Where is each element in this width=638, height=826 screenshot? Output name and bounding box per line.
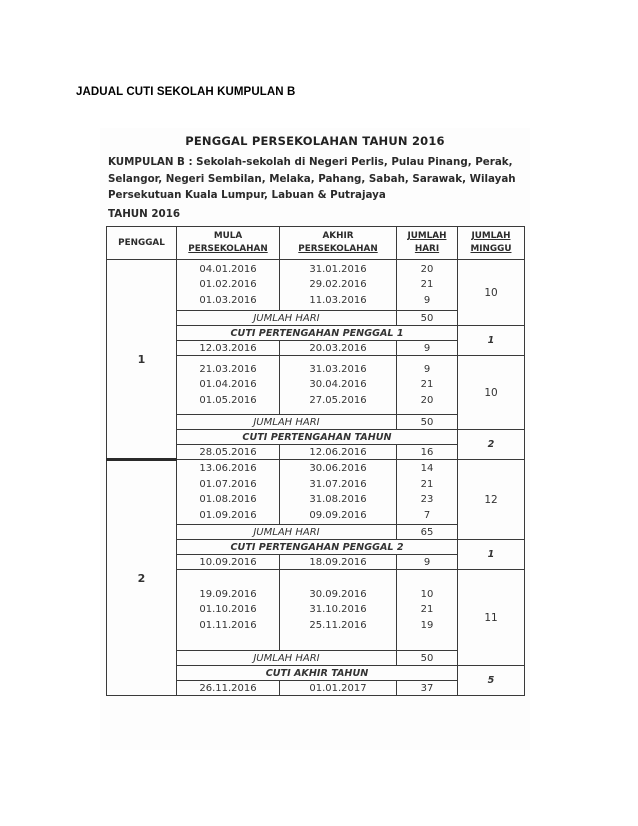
p1-break2-end: 12.06.2016 xyxy=(280,445,397,460)
penggal-1-cell: 1 xyxy=(107,260,177,460)
p1-b2-days: 9 21 20 xyxy=(397,356,458,415)
p1-break1-days: 9 xyxy=(397,341,458,356)
p2-break2-end: 01.01.2017 xyxy=(280,681,397,696)
p2-break2-weeks: 5 xyxy=(458,666,525,696)
p2-b2-days: 10 21 19 xyxy=(397,570,458,651)
p2-b1-weeks: 12 xyxy=(458,460,525,540)
header-penggal: PENGGAL xyxy=(107,227,177,260)
p2-b2-sum-value: 50 xyxy=(397,651,458,666)
p2-b1-sum-value: 65 xyxy=(397,525,458,540)
p1-break2-title: CUTI PERTENGAHAN TAHUN xyxy=(177,430,458,445)
group-line-1: KUMPULAN B : Sekolah-sekolah di Negeri Perlis, Pulau Pinang, Perak, xyxy=(108,156,513,168)
p1-b1-days: 20 21 9 xyxy=(397,260,458,311)
p1-break1-end: 20.03.2016 xyxy=(280,341,397,356)
p2-b2-sum-label: JUMLAH HARI xyxy=(177,651,397,666)
p2-break1-days: 9 xyxy=(397,555,458,570)
header-jumlah-minggu: JUMLAH MINGGU xyxy=(458,227,525,260)
p2-break1-start: 10.09.2016 xyxy=(177,555,280,570)
p2-b2-end: 30.09.2016 31.10.2016 25.11.2016 xyxy=(280,570,397,651)
p2-b1-days: 14 21 23 7 xyxy=(397,460,458,525)
p1-b2-start: 21.03.2016 01.04.2016 01.05.2016 xyxy=(177,356,280,415)
p2-break2-title: CUTI AKHIR TAHUN xyxy=(177,666,458,681)
scanned-schedule-image xyxy=(100,128,530,750)
p1-b2-end: 31.03.2016 30.04.2016 27.05.2016 xyxy=(280,356,397,415)
p2-break1-title: CUTI PERTENGAHAN PENGGAL 2 xyxy=(177,540,458,555)
p1-b1-sum-label: JUMLAH HARI xyxy=(177,311,397,326)
schedule-table xyxy=(106,226,525,696)
header-akhir: AKHIR PERSEKOLAHAN xyxy=(280,227,397,260)
p2-break1-end: 18.09.2016 xyxy=(280,555,397,570)
penggal-2-cell: 2 xyxy=(107,460,177,696)
group-description xyxy=(108,154,526,204)
p1-b1-end: 31.01.2016 29.02.2016 11.03.2016 xyxy=(280,260,397,311)
page-title: JADUAL CUTI SEKOLAH KUMPULAN B xyxy=(76,86,296,98)
p1-b2-weeks: 10 xyxy=(458,356,525,430)
p2-b2-weeks: 11 xyxy=(458,570,525,666)
p2-b1-start: 13.06.2016 01.07.2016 01.08.2016 01.09.2016 xyxy=(177,460,280,525)
group-line-3: Persekutuan Kuala Lumpur, Labuan & Putrajaya xyxy=(108,189,386,201)
p2-block1-row xyxy=(107,460,525,525)
scan-title: PENGGAL PERSEKOLAHAN TAHUN 2016 xyxy=(185,134,445,148)
header-jumlah-hari: JUMLAH HARI xyxy=(397,227,458,260)
header-row xyxy=(107,227,525,260)
p1-b2-sum-value: 50 xyxy=(397,415,458,430)
year-label: TAHUN 2016 xyxy=(108,208,181,220)
p2-b2-start: 19.09.2016 01.10.2016 01.11.2016 xyxy=(177,570,280,651)
p2-break2-start: 26.11.2016 xyxy=(177,681,280,696)
p1-break1-title: CUTI PERTENGAHAN PENGGAL 1 xyxy=(177,326,458,341)
group-line-2: Selangor, Negeri Sembilan, Melaka, Pahang, Sabah, Sarawak, Wilayah xyxy=(108,172,516,185)
p2-b1-end: 30.06.2016 31.07.2016 31.08.2016 09.09.2016 xyxy=(280,460,397,525)
p1-b1-start: 04.01.2016 01.02.2016 01.03.2016 xyxy=(177,260,280,311)
p2-b1-sum-label: JUMLAH HARI xyxy=(177,525,397,540)
p1-break1-weeks: 1 xyxy=(458,326,525,356)
p1-b1-sum-value: 50 xyxy=(397,311,458,326)
p2-break1-weeks: 1 xyxy=(458,540,525,570)
header-mula: MULA PERSEKOLAHAN xyxy=(177,227,280,260)
p1-b1-weeks: 10 xyxy=(458,260,525,326)
p1-break2-days: 16 xyxy=(397,445,458,460)
p1-b2-sum-label: JUMLAH HARI xyxy=(177,415,397,430)
p1-break2-weeks: 2 xyxy=(458,430,525,460)
p1-break2-start: 28.05.2016 xyxy=(177,445,280,460)
p2-break2-days: 37 xyxy=(397,681,458,696)
p1-block1-row xyxy=(107,260,525,311)
p1-break1-start: 12.03.2016 xyxy=(177,341,280,356)
